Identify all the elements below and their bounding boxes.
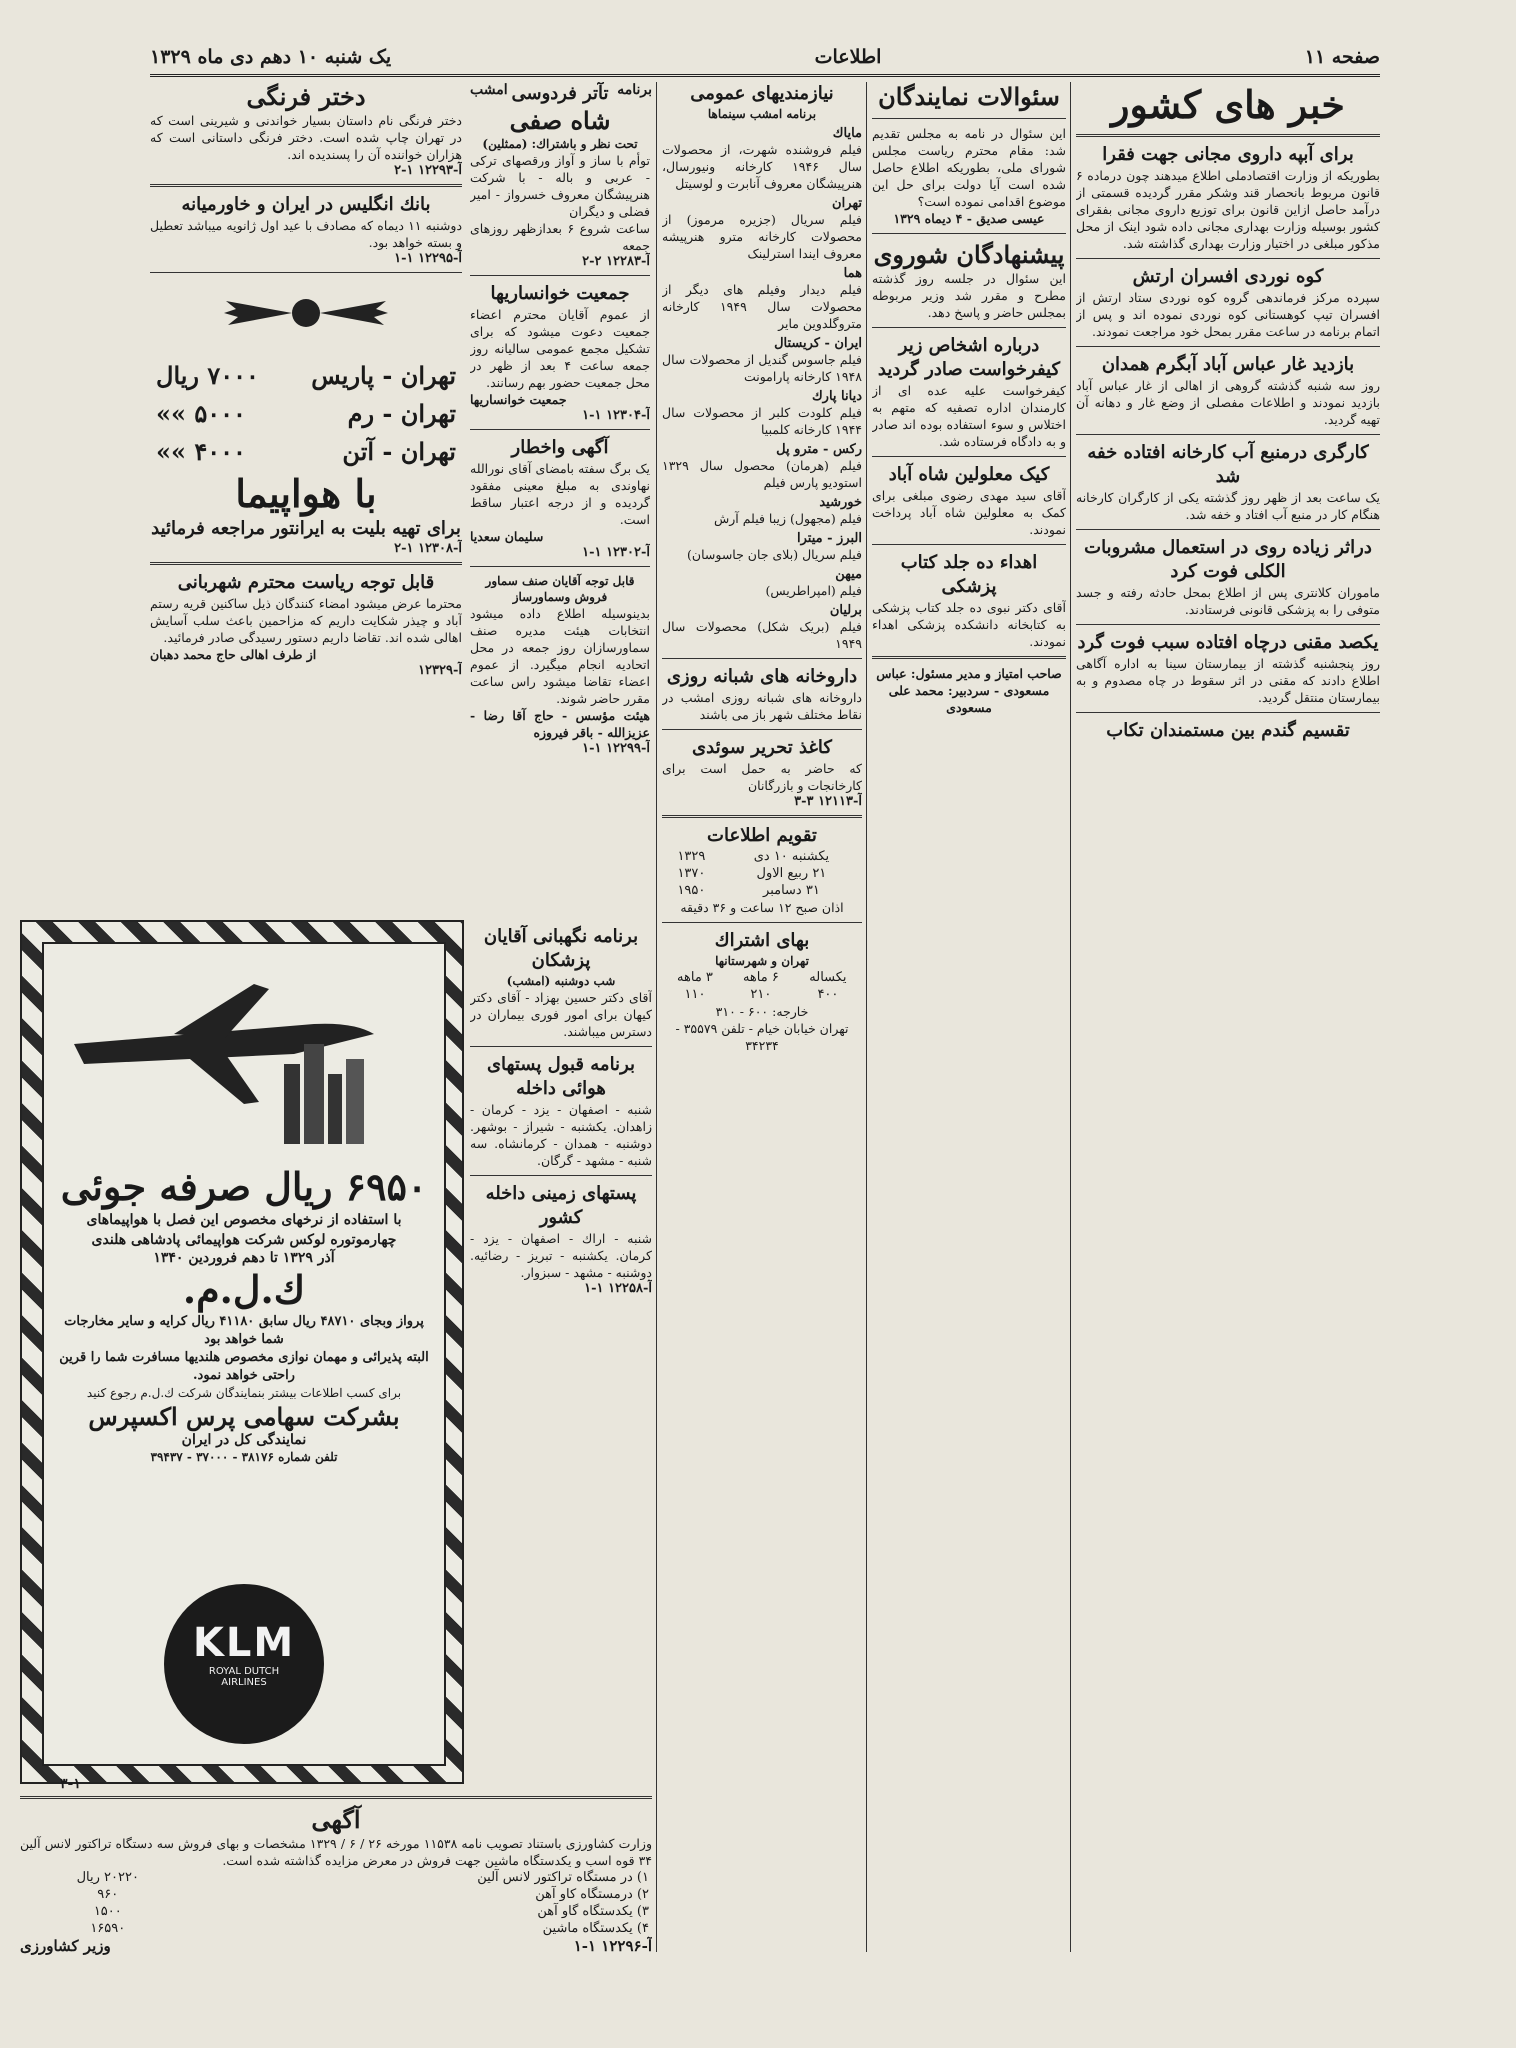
masthead-footer: صاحب امتیاز و مدیر مسئول: عباس مسعودی - سردبیر: محمد علی مسعودی <box>876 666 1062 715</box>
cinema-text: فیلم (بریک شکل) محصولات سال ۱۹۴۹ <box>662 619 862 651</box>
column-rule <box>1070 82 1071 1952</box>
doctors-title: برنامه نگهبانی آقایان پزشکان <box>483 926 639 971</box>
ad-code: آ-۱۲۳۰۴ ۱-۱ <box>582 408 650 423</box>
klm-agent: بشرکت سهامی پرس اکسپرس <box>88 1402 400 1431</box>
klm-body: با استفاده از نرخهای مخصوص این فصل با هواپیماهای چهارموتوره لوکس شرکت هواپیمائی پادشاهی هلندی <box>86 1212 402 1248</box>
klm-price: ۶۹۵۰ ریال صرفه جوئی <box>60 1164 428 1209</box>
assoc-title: جمعیت خوانساریها <box>490 283 630 304</box>
article-body: آقای دکتر نبوی ده جلد کتاب پزشکی به کتابخانه دانشکده پزشکی اهداء نمودند. <box>872 600 1066 649</box>
notice-title: آگهی واخطار <box>511 437 609 458</box>
subscription-address: تهران خیابان خیام - تلفن ۳۵۵۷۹ - ۳۴۲۳۴ <box>675 1021 849 1053</box>
guild-signature: هیئت مؤسس - حاج آقا رضا - عزیزالله - باقر فیروزه <box>470 708 650 740</box>
signature: عیسی صدیق - ۴ دیماه ۱۳۲۹ <box>893 211 1045 226</box>
agriculture-ad <box>20 1790 652 2030</box>
cinema-name: میهن <box>835 567 862 582</box>
section-title: سئوالات نمایندگان <box>878 82 1060 111</box>
page-header <box>150 40 1380 77</box>
theater-tonight: امشب <box>470 82 508 98</box>
cinema-item <box>662 385 862 438</box>
article-body: روز پنجشنبه گذشته از بیمارستان سینا به اداره آگاهی اطلاع دادند که مقنی در اثر سقوط در چاه مصدوم و به بیمارستان منتقل گردید. <box>1076 656 1380 705</box>
subscription-head: تهران و شهرستانها <box>715 954 809 968</box>
column-classifieds <box>662 82 862 1952</box>
article-body: این سئوال در نامه به مجلس تقدیم شد: مقام محترم ریاست مجلس شورای ملی، بطوریکه اطلاع حاصل شده است آیا دولت برای حل این موضوع اقدامی نموده است؟ <box>872 126 1066 209</box>
calendar-table: یکشنبه ۱۰ دی ۱۳۲۹ ۲۱ ربیع الاول ۱۳۷۰ ۳۱ دسامبر ۱۹۵۰ <box>677 849 830 898</box>
article-title: کیک معلولین شاه آباد <box>888 464 1050 485</box>
cinema-text: فیلم سریال (جزیره مرموز) از محصولات کارخانه مترو هنرپیشه معروف ایندا استرلینک <box>662 212 862 261</box>
article-body: آقای سید مهدی رضوی مبلغی برای کمک به معلولین شاه آباد پرداخت نمودند. <box>872 488 1066 537</box>
agri-table: ۱) در مستگاه تراکتور لانس آلین ۲۰۲۲۰ ریال ۲) درمستگاه کاو آهن ۹۶۰ ۳) یکدستگاه گاو آهن ۱۵۰۰ ۴) یکدستگاه ماشین ۱۶۵۹۰ <box>76 1870 649 1936</box>
bank-body: دوشنبه ۱۱ دیماه که مصادف با عید اول ژانویه میباشد تعطیل و بسته خواهد بود. <box>150 218 462 250</box>
ad-code: آ-۱۲۲۹۹ ۱-۱ <box>582 741 650 756</box>
ad-code: آ-۱۲۱۱۳ ۳-۳ <box>794 794 862 809</box>
assoc-body: از عموم آقایان محترم اعضاء جمعیت دعوت میشود که برای تشکیل مجمع عمومی سالیانه روز جمعه ساعت ۴ بعد از ظهر در محل جمعیت حضور بهم رسانند. <box>470 307 650 390</box>
subscription-foreign: خارجه: ۶۰۰ - ۳۱۰ <box>715 1004 809 1019</box>
cinema-name: دیانا پارك <box>811 389 862 404</box>
article-title: کوه نوردی افسران ارتش <box>1132 266 1324 287</box>
article-body: بطوریکه از وزارت اقتصادملی اطلاع میدهند چون درماده ۶ قانون مربوط بانحصار قند وشکر مقرر گردیده قسمتی از درآمد حاصل ازاین قانون برای توزیع داروی مجانی بفقرای کشور بوسیله وزارت بهداری مجانی داده شود اینک از محل مذکور مبلغی در اختیار وزارت بهداری گذاشته شد. <box>1076 168 1380 251</box>
cinema-item <box>662 527 862 563</box>
pharmacy-heading: داروخانه های شبانه روزی <box>666 666 858 687</box>
flight-title: برنامه قبول پستهای هوائی داخله <box>486 1054 636 1099</box>
cinema-name: خورشید <box>819 495 862 510</box>
ad-code: آ-۱۲۲۵۸ ۱-۱ <box>584 1281 652 1296</box>
theater-name: تآتر فردوسی <box>511 83 609 104</box>
cinema-item <box>662 332 862 385</box>
cinema-text: فیلم (هرمان) محصول سال ۱۳۲۹ استودیو پارس فیلم <box>662 458 862 490</box>
klm-note: البته پذیرائی و مهمان نوازی مخصوص هلندیها مسافرت شما را قرین راحتی خواهد نمود. <box>59 1350 429 1383</box>
post-title: پستهای زمینی داخله کشور <box>485 1183 637 1228</box>
cinema-text: فیلم (مجهول) زیبا فیلم آرش <box>714 511 862 526</box>
cinema-item <box>662 262 862 332</box>
girl-body: دختر فرنگی نام داستان بسیار خواندنی و شیرینی است که در تهران چاپ شده است. دختر فرنگی داستانی است که هزاران خواننده آن را پسندیده اند. <box>150 113 462 162</box>
airplane-illustration <box>54 964 434 1154</box>
article-title: درباره اشخاص زیر کیفرخواست صادر گردید <box>877 335 1061 380</box>
article-title: اهداء ده جلد کتاب پزشکی <box>900 552 1038 597</box>
cinema-name: تهران <box>832 196 862 211</box>
air-title: با هواپیما <box>235 471 377 516</box>
article-body: سپرده مرکز فرماندهی گروه کوه نوردی ستاد ارتش از افسران تیپ کوهستانی کوه نوردی نموده اند و پس از اتمام برنامه در ساعت مقرر بمحل خود مراجعت نمودند. <box>1076 290 1380 339</box>
wings-logo <box>150 283 462 347</box>
column-left <box>150 82 462 912</box>
play-title: شاه صفی <box>509 106 611 135</box>
notice-body: یک برگ سفته بامضای آقای نورالله نهاوندی به مبلغ معینی مفقود گردیده و از درجه اعتبار ساقط است. <box>470 461 650 527</box>
calendar-title: تقویم اطلاعات <box>707 825 817 846</box>
cinema-name: برلیان <box>829 603 862 618</box>
cinema-name: ایران - کریستال <box>774 336 862 351</box>
klm-fare: پرواز وبجای ۴۸۷۱۰ ریال سابق ۴۱۱۸۰ ریال کرایه و سایر مخارجات شما خواهد بود <box>64 1314 424 1347</box>
ad-code: آ-۱۲۲۹۵ ۱-۱ <box>394 251 462 266</box>
air-subtitle: برای تهیه بلیت به ایرانتور مراجعه فرمائید <box>151 518 461 539</box>
cinema-text: فیلم جاسوس گندیل از محصولات سال ۱۹۴۸ کارخانه پارامونت <box>662 352 862 384</box>
article-title: بازدید غار عباس آباد آبگرم همدان <box>1101 354 1355 375</box>
ad-code: آ-۱۲۲۹۳ ۱-۲ <box>394 163 462 178</box>
subscription-table: یکساله ۶ ماهه ۳ ماهه ۴۰۰ ۲۱۰ ۱۱۰ <box>677 970 847 1002</box>
guild-body: بدینوسیله اطلاع داده میشود انتخابات هیئت مدیره صنف سماورسازان روز جمعه در محل اتحادیه انجام میگیرد. از عموم اعضاء تقاضا میشود راس ساعت مقرر حاضر شوند. <box>470 606 650 706</box>
column-schedules <box>470 925 652 1745</box>
article-body: روز سه شنبه گذشته گروهی از اهالی از غار عباس آباد بازدید نمودند و اطلاعات مفصلی از وضع غار و دهانه آن تهیه گردید. <box>1076 378 1380 427</box>
cinema-item <box>662 491 862 527</box>
cinema-item <box>662 192 862 262</box>
article-body: یک ساعت بعد از ظهر روز گذشته یکی از کارگران کارخانه هنگام کار در منبع آب افتاد و خفه شد. <box>1076 490 1380 522</box>
article-title: دراثر زیاده روی در استعمال مشروبات الکلی فوت کرد <box>1084 537 1372 582</box>
ad-code: آ-۱۲۳۰۲ ۱-۱ <box>582 545 650 560</box>
column-rule <box>866 82 867 1952</box>
route-row: تهران - رم ۵۰۰۰ »» <box>156 399 456 428</box>
article-title: تقسیم گندم بین مستمندان تکاب <box>1106 720 1350 741</box>
ad-code: آ-۱۲۲۸۳ ۲-۲ <box>582 254 650 269</box>
article-body: این سئوال در جلسه روز گذشته مطرح و مقرر شد وزیر مربوطه بمجلس حاضر و پاسخ دهد. <box>872 271 1066 320</box>
article-body: ماموران کلانتری پس از اطلاع بمحل حادثه رفته و جسد متوفی را به پزشکی قانونی فرستادند. <box>1076 585 1380 617</box>
block-theater <box>470 82 650 912</box>
column-questions <box>872 82 1066 1952</box>
klm-agent2: نمایندگی کل در ایران <box>181 1432 307 1448</box>
post-body: شنبه - اراك - اصفهان - یزد - کرمان. یکشنبه - تبریز - رضائیه. دوشنبه - مشهد - سبزوار. <box>470 1231 652 1280</box>
klm-advertisement <box>20 920 464 1784</box>
subscription-title: بهای اشتراك <box>714 930 810 951</box>
cinema-text: فیلم فروشنده شهرت، از محصولات سال ۱۹۴۶ کارخانه ونیورسال، هنرپیشگان معروف آنابرت و لوسیتل <box>662 142 862 191</box>
doctors-body: آقای دکتر حسین بهزاد - آقای دکتر کیهان برای امور فوری بیماران در دسترس میباشند. <box>470 990 652 1039</box>
notice-signature: سلیمان سعدیا <box>470 529 544 544</box>
play-body: توأم با ساز و آواز ورقصهای ترکی - عربی و باله - با شرکت هنرپیشگان معروف خسرواز - امیر فضلی و دیگران <box>470 153 650 219</box>
flight-body: شنبه - اصفهان - یزد - کرمان - زاهدان. یکشنبه - شیراز - بوشهر. دوشنبه - همدان - کرمانشاه. سه شنبه - مشهد - گرگان. <box>470 1102 652 1168</box>
cinema-name: ركس - مترو پل <box>776 442 862 457</box>
klm-code: ۳-۱ <box>60 1776 81 1792</box>
article-title: برای آبپه داروی مجانی جهت فقرا <box>1102 144 1354 165</box>
calendar-azan: اذان صبح ۱۲ ساعت و ۳۶ دقیقه <box>680 900 844 915</box>
klm-phone: تلفن شماره ۳۸۱۷۶ - ۳۷۰۰۰ - ۳۹۴۳۷ <box>150 1450 338 1464</box>
cinema-name: ماياك <box>832 126 862 141</box>
agri-footer: آ-۱۲۲۹۶ ۱-۱ وزیر کشاورزی <box>20 1937 652 1955</box>
assoc-signature: جمعیت خوانساریها <box>470 392 567 407</box>
municipal-signature: از طرف اهالی حاج محمد دهبان <box>150 647 317 662</box>
cinema-list <box>662 122 862 652</box>
ad-code: آ-۱۲۳۰۸ ۱-۲ <box>394 541 462 556</box>
paper-name: اطلاعات <box>814 46 882 68</box>
article-body: کیفرخواست علیه عده ای از کارمندان اداره تصفیه که متهم به اختلاس و سوء استفاده بوده اند صادر و به دادگاه فرستاده شد. <box>872 383 1066 449</box>
section-title: خبر های کشور <box>1111 82 1345 127</box>
play-subtitle: تحت نظر و باشتراك: (ممثلین) <box>482 137 638 151</box>
klm-logo: KLM ROYAL DUTCH AIRLINES <box>164 1584 324 1744</box>
article-title: کارگری درمنبع آب کارخانه افتاده خفه شد <box>1087 442 1369 487</box>
play-time: ساعت شروع ۶ بعدازظهر روزهای جمعه <box>470 221 650 253</box>
paper-ad-title: کاغذ تحریر سوئدی <box>692 737 832 758</box>
cinema-item <box>662 563 862 599</box>
cinema-item <box>662 122 862 192</box>
cinema-item <box>662 599 862 652</box>
girl-title: دختر فرنگی <box>246 82 366 111</box>
agri-body: وزارت کشاورزی باستناد تصویب نامه ۱۱۵۳۸ مورخه ۲۶ / ۶ / ۱۳۲۹ مشخصات و بهای فروش سه دستگاه تراکتور لانس آلین ۳۴ قوه اسب و یکدستگاه ماشین جهت فروش در معرض مزایده گذاشته شده است. <box>20 1836 652 1868</box>
klm-dates: آذر ۱۳۲۹ تا دهم فروردین ۱۳۴۰ <box>153 1250 335 1266</box>
guild-title: قابل توجه آقایان صنف سماور فروش وسماورساز <box>485 574 635 604</box>
issue-date: یک شنبه ۱۰ دهم دی ماه ۱۳۲۹ <box>150 46 392 68</box>
ad-code: آ-۱۲۳۲۹ <box>418 663 462 678</box>
cinema-heading: برنامه امشب سینماها <box>707 107 817 121</box>
cinema-text: فیلم سریال (بلای جان جاسوسان) <box>687 547 862 562</box>
column-country-news <box>1076 82 1380 1952</box>
section-title: پیشنهادگان شوروی <box>873 240 1065 269</box>
cinema-name: هما <box>843 266 862 281</box>
cinema-item <box>662 438 862 491</box>
cinema-text: فیلم (امپراطریس) <box>765 583 862 598</box>
municipal-title: قابل توجه ریاست محترم شهربانی <box>177 572 435 593</box>
paper-ad-body: که حاضر به حمل است برای کارخانجات و بازرگانان <box>662 761 862 793</box>
cinema-text: فیلم کلودت کلبر از محصولات سال ۱۹۴۴ کارخانه کلمبیا <box>662 405 862 437</box>
klm-agent-pre: برای کسب اطلاعات بیشتر بنمایندگان شرکت ك.ل.م رجوع کنید <box>86 1386 402 1400</box>
bank-title: بانك انگليس در ايران و خاورميانه <box>181 194 431 215</box>
theater-program: برنامه <box>617 82 652 98</box>
pharmacy-body: داروخانه های شبانه روزی امشب در نقاط مختلف شهر باز می باشند <box>662 690 862 722</box>
column-rule <box>656 82 657 1952</box>
cinema-name: البرز - میترا <box>797 531 862 546</box>
doctors-sub: شب دوشنبه (امشب) <box>506 974 616 988</box>
route-row: تهران - پاریس ۷۰۰۰ ریال <box>156 361 456 390</box>
klm-abbr: ك.ل.م. <box>182 1267 306 1312</box>
cinema-text: فیلم دیدار وفیلم های دیگر از محصولات سال ۱۹۴۹ کارخانه متروگلدوین مایر <box>662 282 862 331</box>
page-number: صفحه ۱۱ <box>1304 46 1380 68</box>
municipal-body: محترما عرض میشود امضاء کنندگان ذیل ساکنین قریه رستم آباد و چیذر شکایت داریم که مزاحمین باعث سلب آسایش اهالی شده اند. تقاضا داریم دستور رسیدگی صادر فرمائید. <box>150 596 462 645</box>
article-title: یکصد مقنی درچاه افتاده سبب فوت گرد <box>1077 632 1379 653</box>
agri-title: آگهی <box>311 1805 361 1834</box>
section-title: نیازمندیهای عمومی <box>690 83 834 104</box>
route-row: تهران - آتن ۴۰۰۰ »» <box>156 437 456 466</box>
